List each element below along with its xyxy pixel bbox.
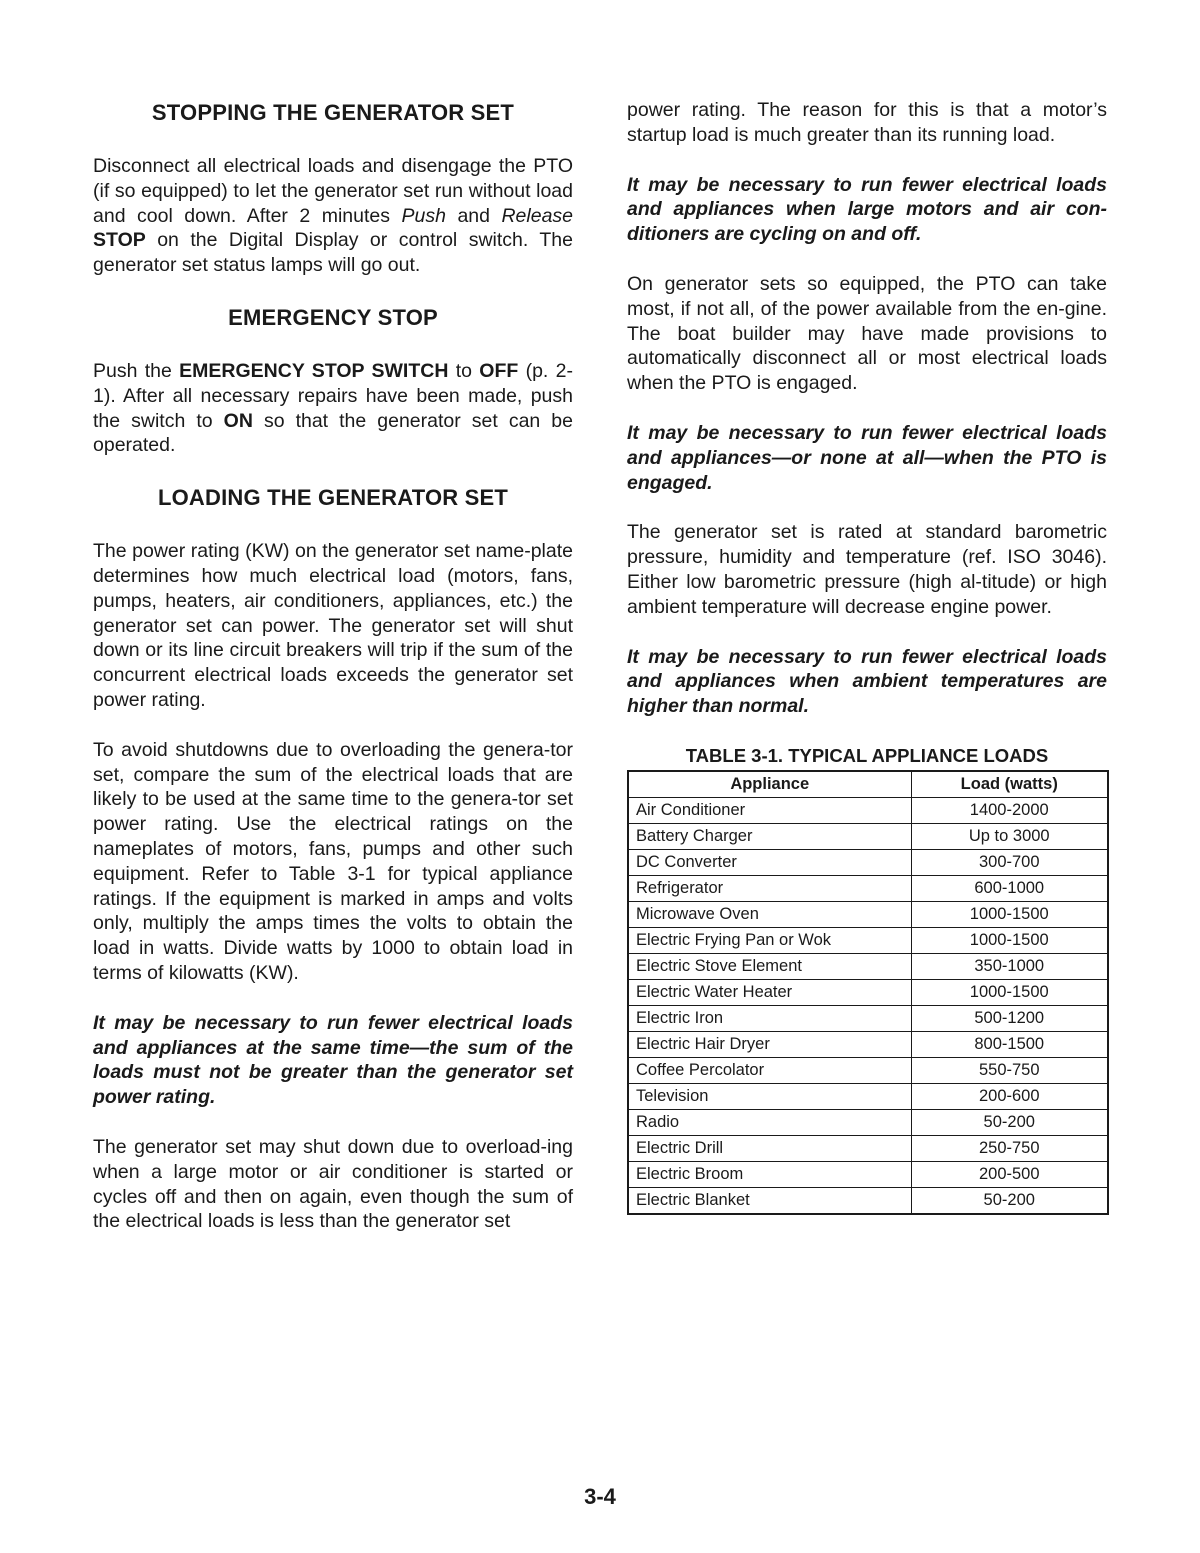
appliance-name-cell: Electric Blanket <box>628 1187 911 1214</box>
table-row <box>628 901 1108 927</box>
appliance-name-cell: Electric Drill <box>628 1135 911 1161</box>
load-watts-cell: 800-1500 <box>911 1031 1108 1057</box>
warning-motors: It may be necessary to run fewer electrical loads and appliances when large motors and air con-ditioners are cycling on and off. <box>627 173 1107 246</box>
table-row <box>628 1057 1108 1083</box>
table-row <box>628 849 1108 875</box>
appliance-loads-table <box>627 770 1109 1215</box>
right-paragraph-1: power rating. The reason for this is that a motor’s startup load is much greater than its running load. <box>627 99 1107 146</box>
page-number: 3-4 <box>584 1484 616 1509</box>
text-run: on the Digital Display or control switch. The generator set status lamps will go out. <box>93 229 573 277</box>
load-watts-cell: 600-1000 <box>911 875 1108 901</box>
heading-emergency-stop: EMERGENCY STOP <box>228 304 438 330</box>
table-header-row <box>628 771 1108 798</box>
load-watts-cell: 300-700 <box>911 849 1108 875</box>
table-row <box>628 875 1108 901</box>
appliance-name-cell: Battery Charger <box>628 823 911 849</box>
table-row <box>628 1031 1108 1057</box>
right-paragraph-pto: On generator sets so equipped, the PTO can take most, if not all, of the power available from the en-gine. The boat builder may have made provisions to automatically disconnect all or most electrical loads when the PTO is engaged. <box>627 272 1107 395</box>
appliance-name-cell: Electric Stove Element <box>628 953 911 979</box>
table-row <box>628 927 1108 953</box>
text-run: so that the generator set can be operated. <box>93 409 573 457</box>
emergency-paragraph <box>93 359 573 458</box>
table-row <box>628 1135 1108 1161</box>
heading-loading: LOADING THE GENERATOR SET <box>157 485 509 511</box>
right-column <box>627 98 1107 1215</box>
table-row <box>628 1083 1108 1109</box>
text-run: (p. 2-1). After all necessary repairs have been made, push the switch to <box>93 359 573 432</box>
text-run: to <box>448 359 480 382</box>
appliance-name-cell: Television <box>628 1083 911 1109</box>
appliance-name-cell: Electric Hair Dryer <box>628 1031 911 1057</box>
text-run: OFF <box>479 359 519 382</box>
load-watts-cell: 1000-1500 <box>911 979 1108 1005</box>
text-run: Disconnect all electrical loads and disengage the PTO (if so equipped) to let the generator set run without load and cool down. After 2 minutes <box>93 155 573 227</box>
column-header-appliance: Appliance <box>628 771 911 798</box>
left-column <box>93 98 573 1259</box>
table-row <box>628 979 1108 1005</box>
load-watts-cell: 50-200 <box>911 1187 1108 1214</box>
table-row <box>628 1005 1108 1031</box>
appliance-name-cell: DC Converter <box>628 849 911 875</box>
heading-stopping: STOPPING THE GENERATOR SET <box>151 100 515 125</box>
text-run: Release <box>501 204 574 227</box>
warning-pto: It may be necessary to run fewer electrical loads and appliances—or none at all—when the PTO is engaged. <box>627 421 1107 494</box>
column-header-load: Load (watts) <box>911 771 1108 798</box>
appliance-name-cell: Air Conditioner <box>628 797 911 823</box>
appliance-name-cell: Electric Iron <box>628 1005 911 1031</box>
appliance-name-cell: Coffee Percolator <box>628 1057 911 1083</box>
right-paragraph-rating: The generator set is rated at standard barometric pressure, humidity and temperature (ref. ISO 3046). Either low barometric pressure (high al-titude) or high ambient temperature will decrease engine power. <box>627 521 1107 618</box>
table-row <box>628 797 1108 823</box>
appliance-name-cell: Refrigerator <box>628 875 911 901</box>
load-watts-cell: 550-750 <box>911 1057 1108 1083</box>
load-watts-cell: 350-1000 <box>911 953 1108 979</box>
loading-paragraph-2: To avoid shutdowns due to overloading the genera-tor set, compare the sum of the electrical loads that are likely to be used at the same time to the genera-tor set power rating. Use the electrical ratings on the nameplates of motors, fans, pumps and other such equipment. Refer to Table 3-1 for typical appliance ratings. If the equipment is marked in amps and volts only, multiply the amps times the volts to obtain the load in watts. Divide watts by 1000 to obtain load in terms of kilowatts (KW). <box>93 738 573 984</box>
appliance-name-cell: Microwave Oven <box>628 901 911 927</box>
appliance-name-cell: Radio <box>628 1109 911 1135</box>
text-run: and <box>445 204 502 227</box>
load-watts-cell: 50-200 <box>911 1109 1108 1135</box>
load-watts-cell: 1000-1500 <box>911 927 1108 953</box>
table-title: TABLE 3-1. TYPICAL APPLIANCE LOADS <box>685 744 1049 766</box>
warning-temperature: It may be necessary to run fewer electrical loads and appliances when ambient temperatures are higher than normal. <box>627 645 1107 718</box>
table-row <box>628 823 1108 849</box>
appliance-name-cell: Electric Water Heater <box>628 979 911 1005</box>
appliance-name-cell: Electric Frying Pan or Wok <box>628 927 911 953</box>
table-row <box>628 1109 1108 1135</box>
loading-paragraph-1: The power rating (KW) on the generator set name-plate determines how much electrical load (motors, fans, pumps, heaters, air conditioners, appliances, etc.) the generator set can power. The generator set will shut down or its line circuit breakers will trip if the sum of the concurrent electrical loads exceeds the generator set power rating. <box>93 540 573 711</box>
text-run: STOP <box>93 229 146 252</box>
load-watts-cell: 1400-2000 <box>911 797 1108 823</box>
text-run: Push the <box>93 359 180 382</box>
table-body <box>628 797 1108 1214</box>
text-run: EMERGENCY STOP SWITCH <box>179 359 449 382</box>
load-watts-cell: 500-1200 <box>911 1005 1108 1031</box>
loading-paragraph-3: The generator set may shut down due to overload-ing when a large motor or air conditioner is started or cycles off and then on again, even though the sum of the electrical loads is less than the generator set <box>93 1135 573 1233</box>
load-watts-cell: 200-600 <box>911 1083 1108 1109</box>
text-run: ON <box>223 409 253 432</box>
appliance-name-cell: Electric Broom <box>628 1161 911 1187</box>
load-watts-cell: 250-750 <box>911 1135 1108 1161</box>
load-watts-cell: 200-500 <box>911 1161 1108 1187</box>
text-run: Push <box>401 204 446 227</box>
stopping-paragraph <box>93 154 573 278</box>
table-row <box>628 953 1108 979</box>
loading-warning: It may be necessary to run fewer electrical loads and appliances at the same time—the sum of the loads must not be greater than the generator set power rating. <box>93 1011 573 1109</box>
table-row <box>628 1161 1108 1187</box>
table-row <box>628 1187 1108 1214</box>
load-watts-cell: 1000-1500 <box>911 901 1108 927</box>
load-watts-cell: Up to 3000 <box>911 823 1108 849</box>
